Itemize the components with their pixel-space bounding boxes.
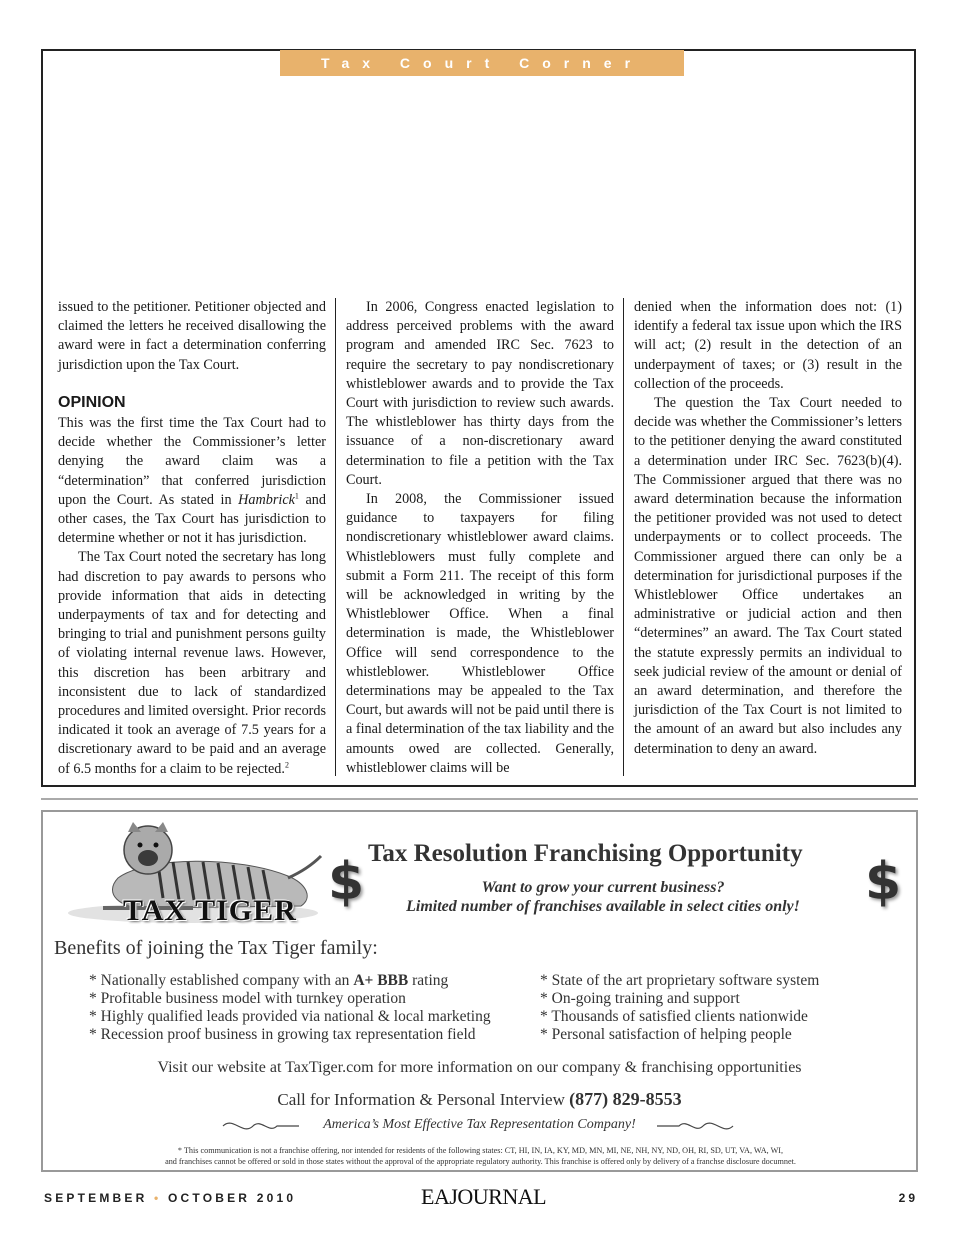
ad-tagline: America’s Most Effective Tax Representation Company! — [323, 1117, 636, 1132]
dollar-icon: $ — [865, 852, 902, 912]
case-name: Hambrick — [238, 491, 295, 508]
tax-tiger-advertisement[interactable] — [41, 810, 918, 1172]
page-number: 29 — [898, 1191, 918, 1205]
benefits-heading: Benefits of joining the Tax Tiger family: — [54, 937, 378, 959]
ad-disclaimer: * This communication is not a franchise offering, nor intended for residents of the following states: CT, HI, IN, IA, KY, MD, MN, MI, NE, NH, NY, ND, OH, RI, SD, UT, VA, WA, WI, and franchises cannot be offered or sold in those states without the approval of the appropriate regulatory authority. This franchise is offered only by delivery of a franchse disclosure documnet. — [165, 1146, 796, 1166]
footnote-marker: 1 — [294, 491, 299, 501]
tax-tiger-logo: TAX TIGER — [123, 894, 297, 927]
flourish-right-icon — [655, 1116, 735, 1136]
column-divider — [623, 298, 624, 776]
paragraph: In 2008, the Commissioner issued guidance to taxpayers for filing nondiscretionary whistleblower award claims. Whistleblowers must fully complete and submit a Form 211. The receipt of this form will be acknowledged in writing by the Whistleblower Office. When a final determination is made, the Whistleblower Office will send correspondence to the whistleblower. Whistleblower Office determinations may be appealed to the Tax Court, but awards will not be paid until there is a final determination of the tax liability and the amounts owed are collected. Generally, whistleblower claims will be — [346, 491, 614, 776]
article-column-2 — [346, 298, 614, 778]
article-box — [41, 49, 916, 787]
phone-number[interactable]: (877) 829-8553 — [569, 1089, 682, 1109]
ad-subtitle: Want to grow your current business? Limited number of franchises available in select cities only! — [406, 879, 800, 915]
paragraph: In 2006, Congress enacted legislation to address perceived problems with the award program and amended IRC Sec. 7623 to require the secretary to pay nondiscretionary whistleblower awards and to provide the Tax Court with jurisdiction to review such awards. The whistleblower has thirty days from the issuance of a non-discretionary award determination to file a petition with the Tax Court. — [346, 299, 614, 488]
list-item: * Personal satisfaction of helping people — [540, 1026, 792, 1043]
horizontal-rule — [41, 798, 918, 800]
dollar-icon: $ — [328, 852, 365, 912]
call-line: Call for Information & Personal Interview (877) 829-8553 — [277, 1089, 682, 1109]
article-column-3 — [634, 298, 902, 759]
article-column-1 — [58, 298, 326, 779]
ea-journal-logo: EAJOURNAL — [421, 1184, 547, 1209]
footer-issue-date: SEPTEMBER • OCTOBER 2010 — [44, 1191, 297, 1205]
column-divider — [335, 298, 336, 776]
benefits-list-right — [540, 972, 819, 1044]
paragraph: issued to the petitioner. Petitioner objected and claimed the letters he received disallowing the award were in fact a determination conferring jurisdiction upon the Tax Court. — [58, 299, 326, 373]
paragraph: denied when the information does not: (1) identify a federal tax issue upon which the IRS will act; (2) result in the detection of an underpayment of taxes; or (3) result in the collection of the proceeds. — [634, 299, 902, 392]
list-item: * Highly qualified leads provided via national & local marketing — [89, 1008, 491, 1025]
section-banner: Tax Court Corner — [280, 50, 684, 76]
paragraph: The Tax Court noted the secretary has long had discretion to pay awards to persons who provide information that aids in detecting underpayments of tax and for detecting and bringing to trial and punishment persons guilty of violating internal revenue laws. However, this discretion has been arbitrary and inconsistent due to lack of standardized procedures and limited oversight. Prior records indicated it took an average of 7.5 years for a discretionary award to be paid and an average of 6.5 months for a claim to be rejected.$^2$ — [58, 549, 326, 777]
list-item: * On-going training and support — [540, 990, 740, 1007]
footnote-marker: 2 — [284, 759, 289, 769]
paragraph: The question the Tax Court needed to decide was whether the Commissioner’s letters to the petitioner denying the award constituted a determination under IRC Sec. 7623(b)(4). The Commissioner argued that there was no award determination because the information the petitioner provided was not used to detect underpayments or to collect proceeds. The Commissioner argued there can only be a determination for jurisdictional purposes if the Whistleblower Office undertakes an administrative or judicial action and then “determines” an award. The Tax Court stated the statute expressly permits an individual to seek judicial review of the amount or denial of an award determination, and therefore the jurisdiction of the Tax Court is not limited to the amount of an award but also includes any determination to deny an award. — [634, 395, 902, 757]
list-item: * Recession proof business in growing tax representation field — [89, 1026, 476, 1043]
list-item: * Thousands of satisfied clients nationwide — [540, 1008, 808, 1025]
section-heading: OPINION — [58, 393, 126, 411]
list-item: * State of the art proprietary software system — [540, 972, 820, 989]
list-item: * Profitable business model with turnkey operation — [89, 990, 406, 1007]
list-item: * Nationally established company with an A+ BBB rating — [89, 972, 449, 989]
website-line[interactable]: Visit our website at TaxTiger.com for more information on our company & franchising opportunities — [157, 1059, 802, 1076]
paragraph: This was the first time the Tax Court had to decide whether the Commissioner’s letter denying the award claim was a “determination” that conferred jurisdiction upon the Court. As stated in Hambrick$^1$ and other cases, the Tax Court has jurisdiction to determine whether or not it has jurisdiction. — [58, 415, 326, 547]
ad-title: Tax Resolution Franchising Opportunity — [368, 840, 803, 867]
benefits-list-left — [89, 972, 491, 1044]
